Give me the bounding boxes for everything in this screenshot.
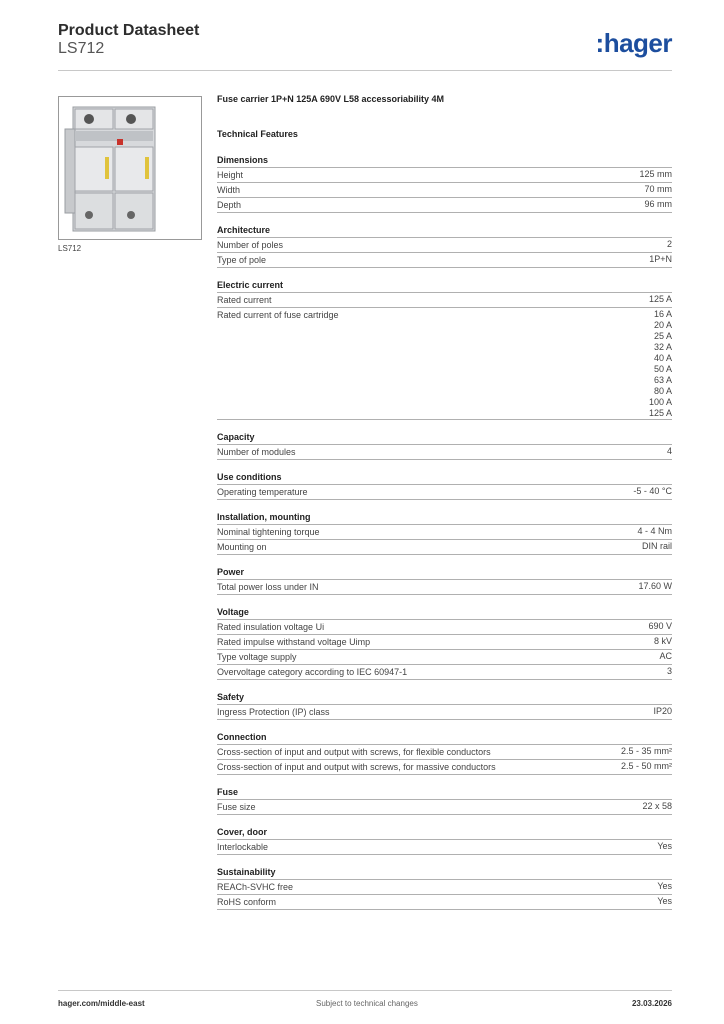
- spec-value-line: 32 A: [653, 342, 672, 352]
- spec-section: [217, 431, 672, 460]
- section-title: Architecture: [217, 225, 271, 235]
- spec-label: Depth: [217, 200, 242, 210]
- spec-label: Number of modules: [217, 447, 296, 457]
- product-code: LS712: [58, 40, 105, 57]
- section-title: Connection: [217, 732, 267, 742]
- page-header: [58, 22, 672, 71]
- spec-row: [217, 634, 672, 649]
- spec-value: [621, 746, 672, 759]
- spec-value-line: 70 mm: [644, 184, 672, 194]
- footer-date: 23.03.2026: [631, 999, 672, 1008]
- product-name: Fuse carrier 1P+N 125A 690V L58 accessoriability 4M: [217, 94, 445, 104]
- datasheet-content: [217, 94, 672, 910]
- spec-label: Rated impulse withstand voltage Uimp: [217, 637, 371, 647]
- spec-label: Rated current of fuse cartridge: [217, 310, 339, 320]
- spec-section: [217, 224, 672, 268]
- spec-section: [217, 511, 672, 555]
- spec-row: [217, 167, 672, 182]
- spec-row: [217, 539, 672, 555]
- spec-section: [217, 786, 672, 815]
- section-title: Fuse: [217, 787, 239, 797]
- logo-text: :hager: [595, 28, 672, 58]
- section-title: Cover, door: [217, 827, 268, 837]
- spec-row: [217, 237, 672, 252]
- spec-value: [639, 169, 672, 182]
- spec-label: Interlockable: [217, 842, 269, 852]
- spec-row: [217, 744, 672, 759]
- spec-value-line: 8 kV: [653, 636, 672, 646]
- spec-section: [217, 606, 672, 680]
- spec-label: Fuse size: [217, 802, 256, 812]
- spec-value-line: 3: [666, 666, 672, 676]
- spec-value: [667, 446, 672, 459]
- spec-label: Rated insulation voltage Ui: [217, 622, 325, 632]
- spec-value-line: -5 - 40 °C: [633, 486, 672, 496]
- hager-logo: [596, 28, 672, 59]
- spec-sections: [217, 154, 672, 910]
- spec-value-line: 4 - 4 Nm: [637, 526, 672, 536]
- spec-value-line: 690 V: [648, 621, 672, 631]
- spec-section: [217, 154, 672, 213]
- spec-row: [217, 759, 672, 775]
- section-title: Voltage: [217, 607, 249, 617]
- spec-value-line: 4: [666, 446, 672, 456]
- spec-value-line: 25 A: [653, 331, 672, 341]
- spec-value: [654, 636, 672, 649]
- spec-label: Mounting on: [217, 542, 267, 552]
- spec-value: [657, 841, 672, 854]
- spec-value: [638, 581, 672, 594]
- spec-label: Rated current: [217, 295, 272, 305]
- spec-row: [217, 292, 672, 307]
- spec-row: [217, 252, 672, 268]
- spec-value-line: 50 A: [653, 364, 672, 374]
- spec-row: [217, 484, 672, 500]
- spec-value-line: 20 A: [653, 320, 672, 330]
- spec-label: Number of poles: [217, 240, 284, 250]
- spec-value: [633, 486, 672, 499]
- fuse-carrier-illustration: [59, 97, 201, 239]
- spec-section: [217, 471, 672, 500]
- section-title: Electric current: [217, 280, 284, 290]
- spec-value-line: 125 A: [648, 294, 672, 304]
- spec-value: [649, 309, 672, 419]
- spec-value: [644, 184, 672, 197]
- spec-value-line: 40 A: [653, 353, 672, 363]
- spec-value-line: Yes: [657, 841, 672, 851]
- spec-row: [217, 894, 672, 910]
- spec-row: [217, 664, 672, 680]
- product-image: [58, 96, 202, 240]
- spec-label: Width: [217, 185, 241, 195]
- spec-row: [217, 524, 672, 539]
- spec-value: [642, 541, 672, 554]
- spec-value: [653, 706, 672, 719]
- technical-features-heading: Technical Features: [217, 129, 298, 139]
- spec-value-line: 1P+N: [649, 254, 672, 264]
- spec-label: RoHS conform: [217, 897, 277, 907]
- section-title: Sustainability: [217, 867, 276, 877]
- spec-row: [217, 649, 672, 664]
- spec-value-line: 17.60 W: [638, 581, 672, 591]
- spec-section: [217, 279, 672, 420]
- spec-row: [217, 307, 672, 420]
- spec-value: [667, 239, 672, 252]
- spec-value-line: 63 A: [653, 375, 672, 385]
- spec-label: Height: [217, 170, 244, 180]
- spec-label: Cross-section of input and output with screws, for flexible conductors: [217, 747, 491, 757]
- page-footer: [58, 990, 672, 1015]
- spec-value: [657, 881, 672, 894]
- spec-section: [217, 866, 672, 910]
- spec-label: Type of pole: [217, 255, 267, 265]
- spec-row: [217, 197, 672, 213]
- spec-value: [667, 666, 672, 679]
- spec-row: [217, 444, 672, 460]
- spec-row: [217, 839, 672, 855]
- spec-value-line: Yes: [657, 881, 672, 891]
- spec-value: [642, 801, 672, 814]
- spec-row: [217, 879, 672, 894]
- spec-row: [217, 704, 672, 720]
- footer-website: hager.com/middle-east: [58, 999, 145, 1008]
- spec-value-line: 22 x 58: [642, 801, 672, 811]
- spec-row: [217, 619, 672, 634]
- spec-value-line: DIN rail: [641, 541, 672, 551]
- spec-value: [649, 294, 672, 307]
- spec-value-line: IP20: [653, 706, 672, 716]
- spec-value-line: 2: [666, 239, 672, 249]
- spec-value: [621, 761, 672, 774]
- section-title: Installation, mounting: [217, 512, 311, 522]
- footer-disclaimer: Subject to technical changes: [316, 999, 418, 1008]
- spec-value-line: 2.5 - 50 mm²: [620, 761, 672, 771]
- spec-value-line: AC: [659, 651, 672, 661]
- spec-row: [217, 799, 672, 815]
- spec-value-line: 125 mm: [639, 169, 672, 179]
- spec-value: [659, 651, 672, 664]
- spec-value-line: Yes: [657, 896, 672, 906]
- spec-value-line: 16 A: [653, 309, 672, 319]
- spec-value: [648, 621, 672, 634]
- spec-label: Overvoltage category according to IEC 60947-1: [217, 667, 408, 677]
- spec-row: [217, 182, 672, 197]
- spec-section: [217, 691, 672, 720]
- section-title: Capacity: [217, 432, 255, 442]
- spec-section: [217, 566, 672, 595]
- spec-section: [217, 731, 672, 775]
- spec-label: Cross-section of input and output with screws, for massive conductors: [217, 762, 496, 772]
- page-title: Product Datasheet: [58, 22, 200, 39]
- section-title: Use conditions: [217, 472, 282, 482]
- image-caption: LS712: [58, 244, 82, 253]
- spec-label: Total power loss under IN: [217, 582, 319, 592]
- spec-value: [649, 254, 672, 267]
- spec-label: Type voltage supply: [217, 652, 297, 662]
- spec-value-line: 2.5 - 35 mm²: [620, 746, 672, 756]
- spec-value: [657, 896, 672, 909]
- spec-label: REACh-SVHC free: [217, 882, 294, 892]
- section-title: Dimensions: [217, 155, 269, 165]
- spec-value: [644, 199, 672, 212]
- spec-label: Operating temperature: [217, 487, 308, 497]
- spec-value-line: 100 A: [648, 397, 672, 407]
- spec-section: [217, 826, 672, 855]
- spec-value: [637, 526, 672, 539]
- spec-label: Ingress Protection (IP) class: [217, 707, 330, 717]
- spec-value-line: 96 mm: [644, 199, 672, 209]
- section-title: Power: [217, 567, 245, 577]
- spec-label: Nominal tightening torque: [217, 527, 320, 537]
- spec-value-line: 125 A: [648, 408, 672, 418]
- spec-value-line: 80 A: [653, 386, 672, 396]
- section-title: Safety: [217, 692, 245, 702]
- spec-row: [217, 579, 672, 595]
